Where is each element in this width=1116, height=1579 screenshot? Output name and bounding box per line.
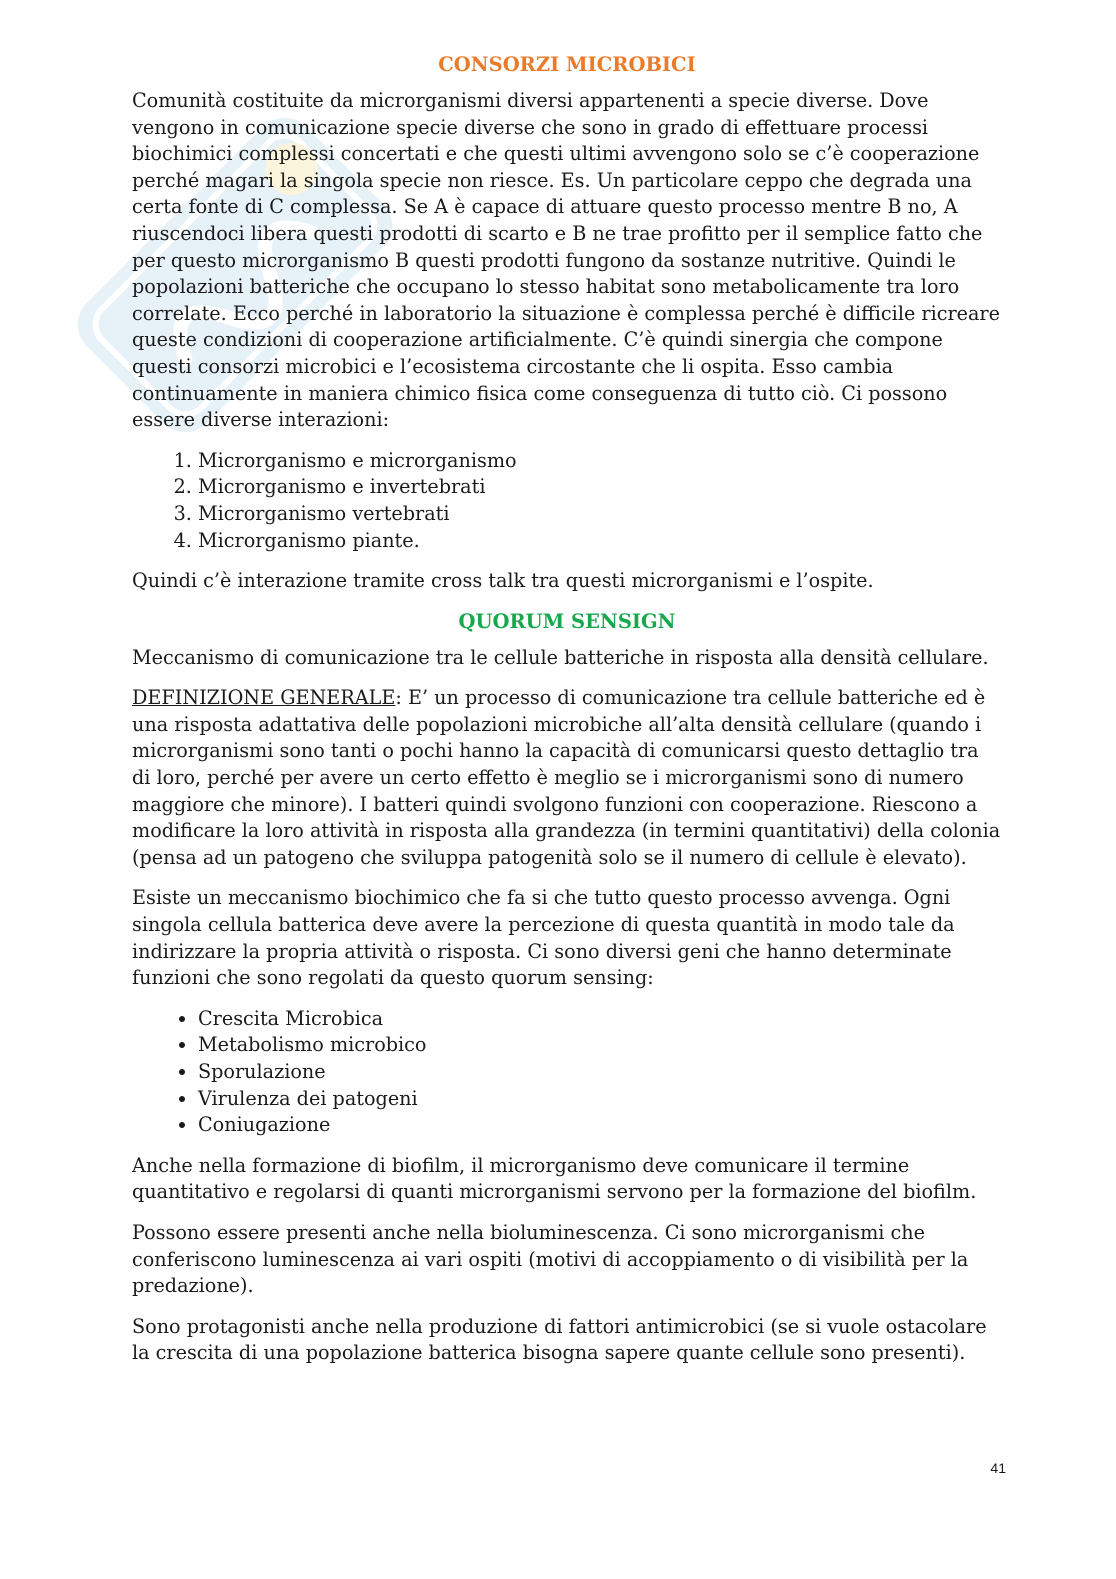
consorzi-closing: Quindi c’è interazione tramite cross talk tra questi microrganismi e l’ospite.	[132, 569, 874, 593]
list-item: • Sporulazione	[198, 1059, 1002, 1086]
antimicrobial-paragraph: Sono protagonisti anche nella produzione di fattori antimicrobici (se si vuole ostacolare la crescita di una popolazione batterica bisogna sapere quante cellule sono presenti).	[132, 1314, 987, 1365]
list-item: 2. Microrganismo e invertebrati	[198, 474, 1002, 501]
consorzi-paragraph: Comunità costituite da microrganismi diversi appartenenti a specie diverse. Dove vengono in comunicazione specie diverse che sono in grado di effettuare processi biochimici complessi concertati e che questi ultimi avvengono solo se c’è cooperazione perché magari la singola specie non riesce. Es. Un particolare ceppo che degrada una certa fonte di C complessa. Se A è capace di attuare questo processo mentre B no, A riuscendoci libera questi prodotti di scarto e B ne trae profitto per il semplice fatto che per questo microrganismo B questi prodotti fungono da sostanze nutritive. Quindi le popolazioni batteriche che occupano lo stesso habitat sono metabolicamente tra loro correlate. Ecco perché in laboratorio la situazione è complessa perché è difficile ricreare queste condizioni di cooperazione artificialmente. C’è quindi sinergia che compone questi consorzi microbici e l’ecosistema circostante che li ospita. Esso cambia continuamente in maniera chimico fisica come conseguenza di tutto ciò. Ci possono essere diverse interazioni:	[132, 89, 1000, 432]
quorum-intro: Meccanismo di comunicazione tra le cellule batteriche in risposta alla densità cellulare.	[132, 645, 989, 669]
definition-paragraph	[132, 685, 1002, 871]
section-title-quorum: QUORUM SENSIGN	[458, 609, 676, 633]
list-item: • Virulenza dei patogeni	[198, 1086, 1002, 1113]
list-item: • Crescita Microbica	[198, 1006, 1002, 1033]
definition-label: DEFINIZIONE GENERALE	[132, 686, 396, 710]
interactions-list	[132, 448, 1002, 554]
mechanism-paragraph: Esiste un meccanismo biochimico che fa si che tutto questo processo avvenga. Ogni singola cellula batterica deve avere la percezione di questa quantità in modo tale da indirizzare la propria attività o risposta. Ci sono diversi geni che hanno determinate funzioni che sono regolati da questo quorum sensing:	[132, 886, 955, 990]
section-title-consorzi: CONSORZI MICROBICI	[438, 53, 696, 76]
list-item: 1. Microrganismo e microrganismo	[198, 448, 1002, 475]
list-item: 4. Microrganismo piante.	[198, 528, 1002, 555]
list-item: • Coniugazione	[198, 1112, 1002, 1139]
definition-text: : E’ un processo di comunicazione tra cellule batteriche ed è una risposta adattativa delle popolazioni microbiche all’alta densità cellulare (quando i microrganismi sono tanti o pochi hanno la capacità di comunicarsi questo dettaglio tra di loro, perché per avere un certo effetto è meglio se i microrganismi sono di numero maggiore che minore). I batteri quindi svolgono funzioni con cooperazione. Riescono a modificare la loro attività in risposta alla grandezza (in termini quantitativi) della colonia (pensa ad un patogeno che sviluppa patogenità solo se il numero di cellule è elevato).	[132, 686, 1001, 869]
page-content	[132, 52, 1002, 1381]
page-number: 41	[990, 1460, 1006, 1476]
biofilm-paragraph: Anche nella formazione di biofilm, il microrganismo deve comunicare il termine quantitativo e regolarsi di quanti microrganismi servono per la formazione del biofilm.	[132, 1153, 977, 1204]
bioluminescence-paragraph: Possono essere presenti anche nella bioluminescenza. Ci sono microrganismi che conferiscono luminescenza ai vari ospiti (motivi di accoppiamento o di visibilità per la predazione).	[132, 1220, 969, 1298]
list-item: 3. Microrganismo vertebrati	[198, 501, 1002, 528]
regulated-functions-list	[132, 1006, 1002, 1139]
list-item: • Metabolismo microbico	[198, 1032, 1002, 1059]
